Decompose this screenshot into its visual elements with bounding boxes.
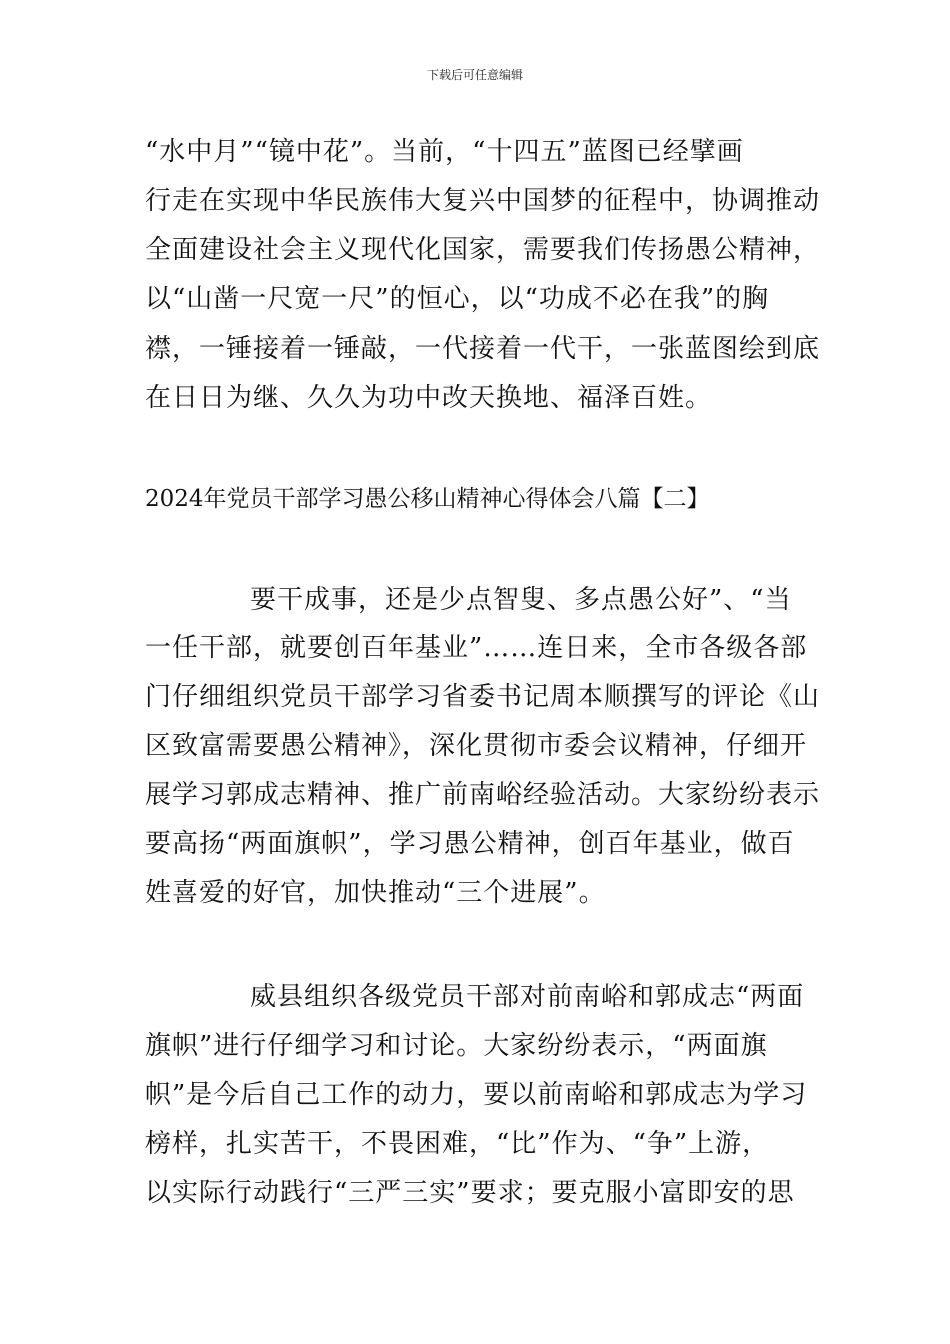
paragraph-1-line-6: 在日日为继、久久为功中改天换地、福泽百姓。 bbox=[145, 383, 713, 413]
paragraph-1-line-5: 襟，一锤接着一锤敲，一代接着一代干，一张蓝图绘到底 bbox=[145, 334, 821, 364]
paragraph-2-line-1: 要干成事，还是少点智叟、多点愚公好”、“当 bbox=[250, 585, 792, 615]
paragraph-2-line-3: 门仔细组织党员干部学习省委书记周本顺撰写的评论《山 bbox=[145, 682, 821, 712]
paragraph-3-line-4: 榜样，扎实苦干，不畏困难，“比”作为、“争”上游， bbox=[145, 1129, 770, 1159]
paragraph-2-line-2: 一任干部，就要创百年基业”……连日来，全市各级各部 bbox=[145, 633, 808, 663]
paragraph-2-line-6: 要高扬“两面旗帜”，学习愚公精神，创百年基业，做百 bbox=[145, 829, 795, 859]
paragraph-1-line-1: “水中月”“镜中花”。当前，“十四五”蓝图已经擘画 bbox=[145, 137, 744, 167]
paragraph-3-line-3: 帜”是今后自己工作的动力，要以前南峪和郭成志为学习 bbox=[145, 1080, 808, 1110]
paragraph-1-line-3: 全面建设社会主义现代化国家，需要我们传扬愚公精神， bbox=[145, 235, 821, 265]
paragraph-2-line-7: 姓喜爱的好官，加快推动“三个进展”。 bbox=[145, 878, 606, 908]
section-heading: 2024年党员干部学习愚公移山精神心得体会八篇【二】 bbox=[145, 486, 710, 512]
paragraph-3-line-5: 以实际行动践行“三严三实”要求；要克服小富即安的思 bbox=[145, 1178, 795, 1208]
paragraph-3-line-2: 旗帜”进行仔细学习和讨论。大家纷纷表示，“两面旗 bbox=[145, 1031, 768, 1061]
paragraph-1-line-4: 以“山凿一尺宽一尺”的恒心，以“功成不必在我”的胸 bbox=[145, 284, 770, 314]
paragraph-1-line-2: 行走在实现中华民族伟大复兴中国梦的征程中，协调推动 bbox=[145, 186, 821, 216]
paragraph-2-line-4: 区致富需要愚公精神》，深化贯彻市委会议精神，仔细开 bbox=[145, 731, 808, 761]
paragraph-2-line-5: 展学习郭成志精神、推广前南峪经验活动。大家纷纷表示 bbox=[145, 780, 821, 810]
paragraph-3-line-1: 威县组织各级党员干部对前南峪和郭成志“两面 bbox=[250, 982, 805, 1012]
page-header-note: 下载后可任意编辑 bbox=[426, 68, 523, 82]
